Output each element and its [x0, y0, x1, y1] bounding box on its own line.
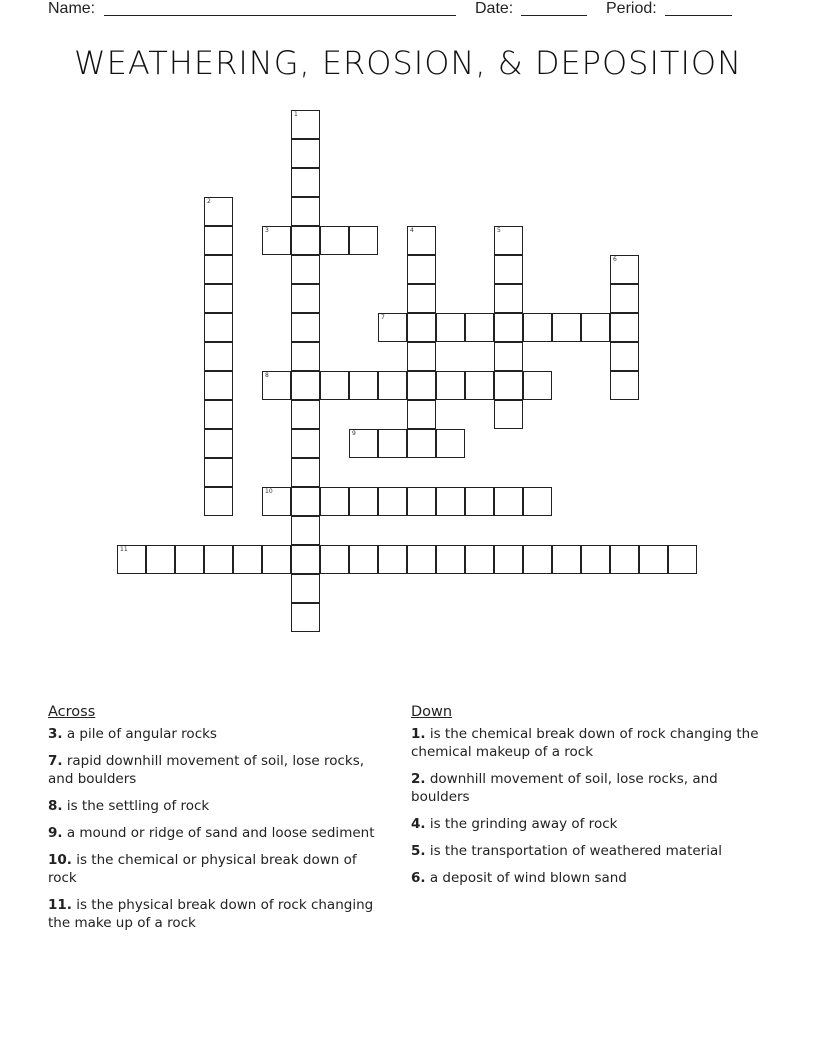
cell-number: 6: [613, 256, 617, 263]
clue-across-9: [48, 824, 383, 842]
crossword-cell[interactable]: [407, 342, 436, 371]
crossword-cell[interactable]: [407, 255, 436, 284]
crossword-cell[interactable]: [378, 487, 407, 516]
crossword-cell[interactable]: [204, 342, 233, 371]
crossword-cell[interactable]: [291, 603, 320, 632]
crossword-cell[interactable]: [204, 487, 233, 516]
clue-number: 4.: [411, 816, 426, 832]
crossword-cell[interactable]: [494, 545, 523, 574]
across-clues: [48, 703, 383, 941]
crossword-cell[interactable]: [523, 313, 552, 342]
crossword-cell[interactable]: [407, 545, 436, 574]
crossword-cell[interactable]: [204, 284, 233, 313]
crossword-cell[interactable]: [610, 371, 639, 400]
cell-number: 7: [381, 314, 385, 321]
cell-number: 10: [265, 488, 273, 495]
crossword-cell[interactable]: [581, 313, 610, 342]
crossword-cell[interactable]: [581, 545, 610, 574]
clue-across-8: [48, 797, 383, 815]
crossword-cell[interactable]: [436, 487, 465, 516]
cell-number: 2: [207, 198, 211, 205]
cell-number: 11: [120, 546, 128, 553]
clue-number: 1.: [411, 726, 426, 742]
crossword-cell[interactable]: [233, 545, 262, 574]
crossword-cell[interactable]: [262, 371, 291, 400]
clue-across-3: [48, 725, 383, 743]
crossword-cell[interactable]: [146, 545, 175, 574]
crossword-cell[interactable]: [407, 371, 436, 400]
crossword-cell[interactable]: [291, 342, 320, 371]
name-label: Name:: [48, 0, 96, 17]
crossword-cell[interactable]: [407, 487, 436, 516]
clue-down-1: [411, 725, 761, 761]
crossword-cell[interactable]: [291, 429, 320, 458]
crossword-cell[interactable]: [494, 487, 523, 516]
crossword-cell[interactable]: [465, 545, 494, 574]
cell-number: 4: [410, 227, 414, 234]
clue-down-4: [411, 815, 761, 833]
clue-text: is the physical break down of rock changing the make up of a rock: [48, 897, 374, 931]
cell-number: 3: [265, 227, 269, 234]
crossword-cell[interactable]: [291, 574, 320, 603]
clue-number: 8.: [48, 798, 63, 814]
clue-text: a mound or ridge of sand and loose sediment: [66, 825, 375, 841]
clue-number: 7.: [48, 753, 63, 769]
crossword-cell[interactable]: [262, 226, 291, 255]
clue-text: is the grinding away of rock: [429, 816, 618, 832]
clue-text: downhill movement of soil, lose rocks, and boulders: [411, 771, 718, 805]
crossword-cell[interactable]: [204, 255, 233, 284]
crossword-cell[interactable]: [349, 545, 378, 574]
crossword-cell[interactable]: [320, 545, 349, 574]
clue-across-7: [48, 752, 383, 788]
crossword-cell[interactable]: [349, 226, 378, 255]
crossword-cell[interactable]: [407, 313, 436, 342]
crossword-cell[interactable]: [291, 110, 320, 139]
crossword-cell[interactable]: [465, 313, 494, 342]
crossword-cell[interactable]: [494, 342, 523, 371]
clue-text: rapid downhill movement of soil, lose rocks, and boulders: [48, 753, 365, 787]
crossword-cell[interactable]: [291, 458, 320, 487]
crossword-cell[interactable]: [117, 545, 146, 574]
clue-text: is the chemical or physical break down of rock: [48, 852, 357, 886]
crossword-cell[interactable]: [262, 545, 291, 574]
crossword-cell[interactable]: [349, 487, 378, 516]
crossword-cell[interactable]: [494, 313, 523, 342]
clue-across-10: [48, 851, 383, 887]
clue-text: is the chemical break down of rock changing the chemical makeup of a rock: [411, 726, 759, 760]
crossword-cell[interactable]: [378, 371, 407, 400]
crossword-cell[interactable]: [204, 226, 233, 255]
crossword-cell[interactable]: [465, 371, 494, 400]
clue-text: a deposit of wind blown sand: [429, 870, 627, 886]
clue-number: 6.: [411, 870, 426, 886]
crossword-cell[interactable]: [320, 371, 349, 400]
crossword-cell[interactable]: [204, 400, 233, 429]
date-label: Date:: [475, 0, 514, 17]
crossword-cell[interactable]: [204, 197, 233, 226]
crossword-cell[interactable]: [436, 545, 465, 574]
crossword-cell[interactable]: [465, 487, 494, 516]
crossword-cell[interactable]: [494, 226, 523, 255]
crossword-cell[interactable]: [407, 284, 436, 313]
clue-number: 11.: [48, 897, 72, 913]
crossword-cell[interactable]: [204, 458, 233, 487]
crossword-cell[interactable]: [320, 487, 349, 516]
down-clues: [411, 703, 761, 896]
crossword-cell[interactable]: [610, 313, 639, 342]
clue-number: 3.: [48, 726, 63, 742]
crossword-cell[interactable]: [204, 313, 233, 342]
crossword-cell[interactable]: [523, 545, 552, 574]
crossword-cell[interactable]: [291, 487, 320, 516]
crossword-cell[interactable]: [407, 429, 436, 458]
crossword-cell[interactable]: [291, 139, 320, 168]
clue-number: 9.: [48, 825, 63, 841]
crossword-cell[interactable]: [204, 545, 233, 574]
crossword-cell[interactable]: [378, 313, 407, 342]
crossword-cell[interactable]: [378, 429, 407, 458]
period-label: Period:: [606, 0, 657, 17]
clue-number: 10.: [48, 852, 72, 868]
cell-number: 5: [497, 227, 501, 234]
crossword-cell[interactable]: [204, 429, 233, 458]
crossword-cell[interactable]: [436, 313, 465, 342]
crossword-cell[interactable]: [610, 284, 639, 313]
crossword-cell[interactable]: [668, 545, 697, 574]
crossword-cell[interactable]: [291, 255, 320, 284]
clue-down-2: [411, 770, 761, 806]
worksheet-title: WEATHERING, EROSION, & DEPOSITION: [73, 44, 743, 82]
clue-number: 5.: [411, 843, 426, 859]
clue-down-6: [411, 869, 761, 887]
crossword-cell[interactable]: [291, 371, 320, 400]
crossword-cell[interactable]: [494, 284, 523, 313]
cell-number: 1: [294, 111, 298, 118]
crossword-cell[interactable]: [494, 255, 523, 284]
crossword-cell[interactable]: [523, 371, 552, 400]
crossword-cell[interactable]: [291, 400, 320, 429]
crossword-cell[interactable]: [291, 545, 320, 574]
crossword-cell[interactable]: [378, 545, 407, 574]
crossword-cell[interactable]: [610, 342, 639, 371]
crossword-cell[interactable]: [349, 429, 378, 458]
crossword-cell[interactable]: [552, 313, 581, 342]
clue-text: is the transportation of weathered material: [429, 843, 722, 859]
crossword-cell[interactable]: [610, 255, 639, 284]
crossword-cell[interactable]: [291, 197, 320, 226]
crossword-cell[interactable]: [349, 371, 378, 400]
crossword-cell[interactable]: [436, 371, 465, 400]
crossword-cell[interactable]: [291, 313, 320, 342]
crossword-cell[interactable]: [320, 226, 349, 255]
crossword-cell[interactable]: [639, 545, 668, 574]
across-heading: Across: [48, 704, 96, 720]
crossword-cell[interactable]: [494, 400, 523, 429]
crossword-cell[interactable]: [407, 400, 436, 429]
clue-down-5: [411, 842, 761, 860]
crossword-cell[interactable]: [291, 284, 320, 313]
crossword-cell[interactable]: [523, 487, 552, 516]
clue-number: 2.: [411, 771, 426, 787]
cell-number: 8: [265, 372, 269, 379]
crossword-cell[interactable]: [262, 487, 291, 516]
crossword-cell[interactable]: [494, 371, 523, 400]
down-heading: Down: [411, 704, 453, 720]
crossword-cell[interactable]: [407, 226, 436, 255]
crossword-cell[interactable]: [204, 371, 233, 400]
crossword-cell[interactable]: [610, 545, 639, 574]
crossword-cell[interactable]: [291, 168, 320, 197]
crossword-cell[interactable]: [291, 516, 320, 545]
cell-number: 9: [352, 430, 356, 437]
crossword-cell[interactable]: [175, 545, 204, 574]
clue-text: a pile of angular rocks: [66, 726, 217, 742]
clue-text: is the settling of rock: [66, 798, 210, 814]
clue-across-11: [48, 896, 383, 932]
crossword-cell[interactable]: [291, 226, 320, 255]
crossword-cell[interactable]: [436, 429, 465, 458]
crossword-cell[interactable]: [552, 545, 581, 574]
